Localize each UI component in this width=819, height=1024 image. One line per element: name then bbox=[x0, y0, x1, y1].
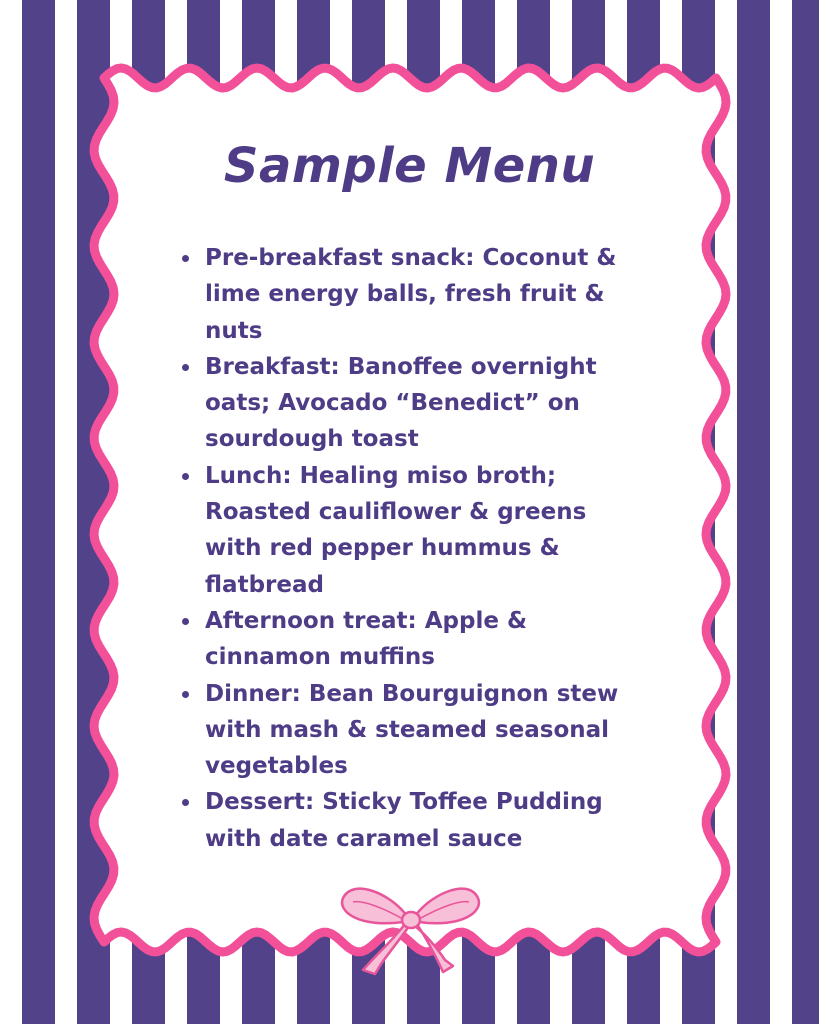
menu-item-afternoon-treat bbox=[178, 603, 648, 676]
menu-list bbox=[178, 240, 648, 857]
bullet-icon bbox=[182, 255, 189, 262]
bullet-icon bbox=[182, 691, 189, 698]
bow-right-tail bbox=[415, 924, 453, 972]
bow-left-tail bbox=[363, 924, 409, 974]
bullet-icon bbox=[182, 618, 189, 625]
page-title: Sample Menu bbox=[223, 138, 596, 194]
bullet-icon bbox=[182, 364, 189, 371]
menu-item-breakfast bbox=[178, 349, 648, 458]
ribbon-bow-icon bbox=[335, 878, 485, 978]
bow-knot bbox=[402, 912, 420, 928]
menu-item-text: Lunch: Healing miso broth; Roasted cauliflower & greens with red pepper hummus & flatbread bbox=[205, 462, 587, 598]
menu-item-pre-breakfast bbox=[178, 240, 648, 349]
bullet-icon bbox=[182, 473, 189, 480]
menu-item-dinner bbox=[178, 676, 648, 785]
bullet-icon bbox=[182, 799, 189, 806]
menu-item-dessert bbox=[178, 784, 648, 857]
menu-item-text: Breakfast: Banoffee overnight oats; Avocado “Benedict” on sourdough toast bbox=[205, 353, 597, 453]
menu-item-text: Dessert: Sticky Toffee Pudding with date caramel sauce bbox=[205, 789, 603, 852]
menu-item-lunch bbox=[178, 458, 648, 603]
menu-item-text: Pre-breakfast snack: Coconut & lime energy balls, fresh fruit & nuts bbox=[205, 245, 617, 344]
menu-item-text: Afternoon treat: Apple & cinnamon muffins bbox=[205, 607, 528, 671]
menu-item-text: Dinner: Bean Bourguignon stew with mash & steamed seasonal vegetables bbox=[205, 680, 619, 780]
